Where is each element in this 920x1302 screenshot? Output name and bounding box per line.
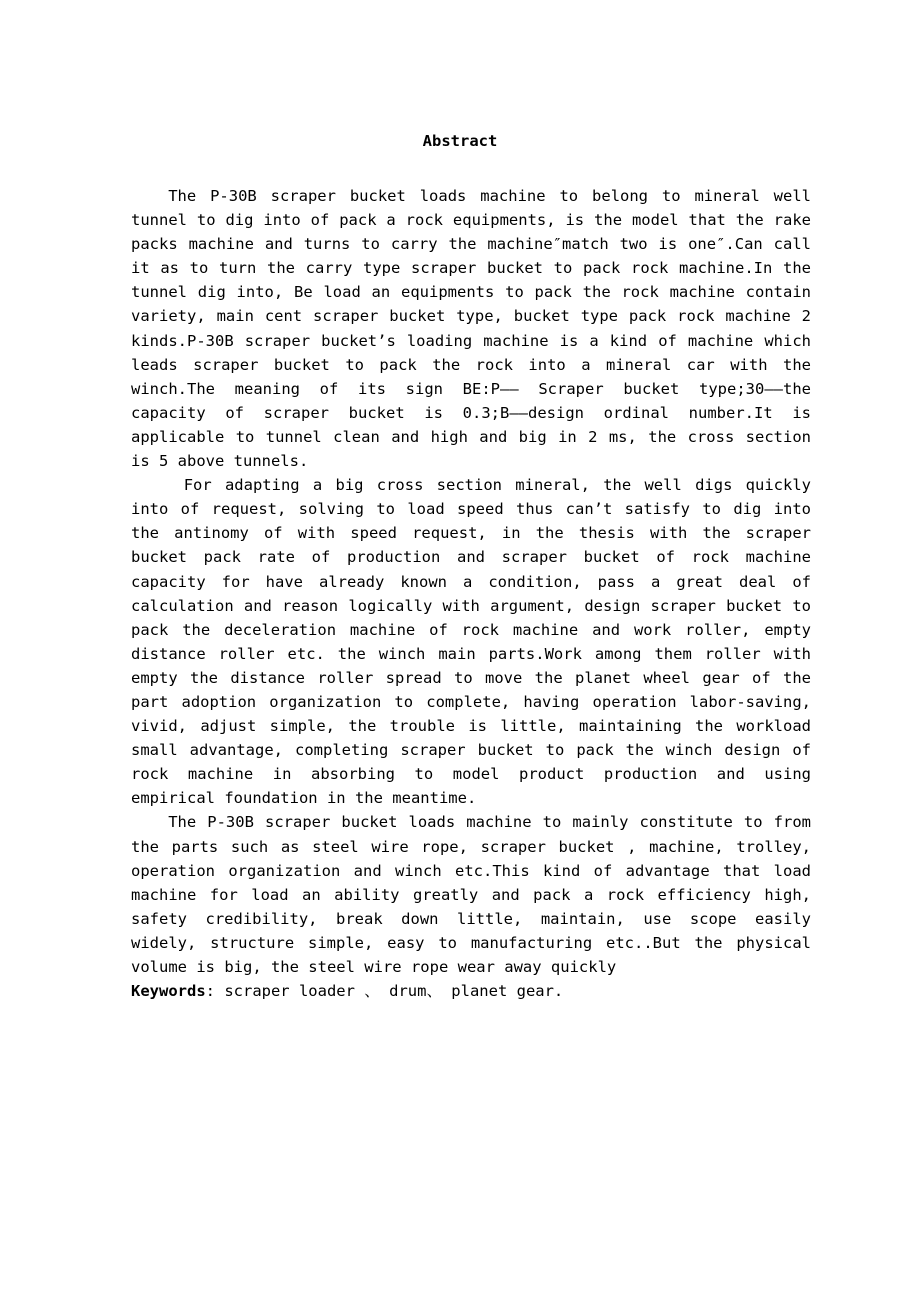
keywords-label: Keywords bbox=[131, 982, 206, 1001]
keywords-line bbox=[131, 979, 811, 1003]
page-title: Abstract bbox=[422, 132, 498, 150]
abstract-body bbox=[131, 184, 811, 1003]
abstract-paragraph-3: The P-30B scraper bucket loads machine to mainly constitute to from the parts such as steel wire rope, scraper bucket , machine, trolley, operation organization and winch etc.This kind of advantage that load machine for load an ability greatly and pack a rock efficiency high, safety credibility, break down little, maintain, use scope easily widely, structure simple, easy to manufacturing etc..But the physical volume is big, the steel wire rope wear away quickly bbox=[131, 813, 811, 976]
keywords-text: : scraper loader 、 drum、 planet gear. bbox=[205, 982, 564, 1001]
abstract-paragraph-1: The P-30B scraper bucket loads machine to belong to mineral well tunnel to dig into of pack a rock equipments, is the model that the rake packs machine and turns to carry the machine″match two is one″.Can call it as to turn the carry type scraper bucket to pack rock machine.In the tunnel dig into, Be load an equipments to pack the rock machine contain variety, main cent scraper bucket type, bucket type pack rock machine 2 kinds.P-30B scraper bucket’s loading machine is a kind of machine which leads scraper bucket to pack the rock into a mineral car with the winch.The meaning of its sign BE:P—— Scraper bucket type;30——the capacity of scraper bucket is 0.3;B——design ordinal number.It is applicable to tunnel clean and high and big in 2 ms, the cross section is 5 above tunnels. bbox=[131, 187, 811, 471]
abstract-paragraph-2: For adapting a big cross section mineral, the well digs quickly into of request, solving to load speed thus can’t satisfy to dig into the antinomy of with speed request, in the thesis with the scraper bucket pack rate of production and scraper bucket of rock machine capacity for have already known a condition, pass a great deal of calculation and reason logically with argument, design scraper bucket to pack the deceleration machine of rock machine and work roller, empty distance roller etc. the winch main parts.Work among them roller with empty the distance roller spread to move the planet wheel gear of the part adoption organization to complete, having operation labor-saving, vivid, adjust simple, the trouble is little, maintaining the workload small advantage, completing scraper bucket to pack the winch design of rock machine in absorbing to model product production and using empirical foundation in the meantime. bbox=[131, 476, 811, 808]
